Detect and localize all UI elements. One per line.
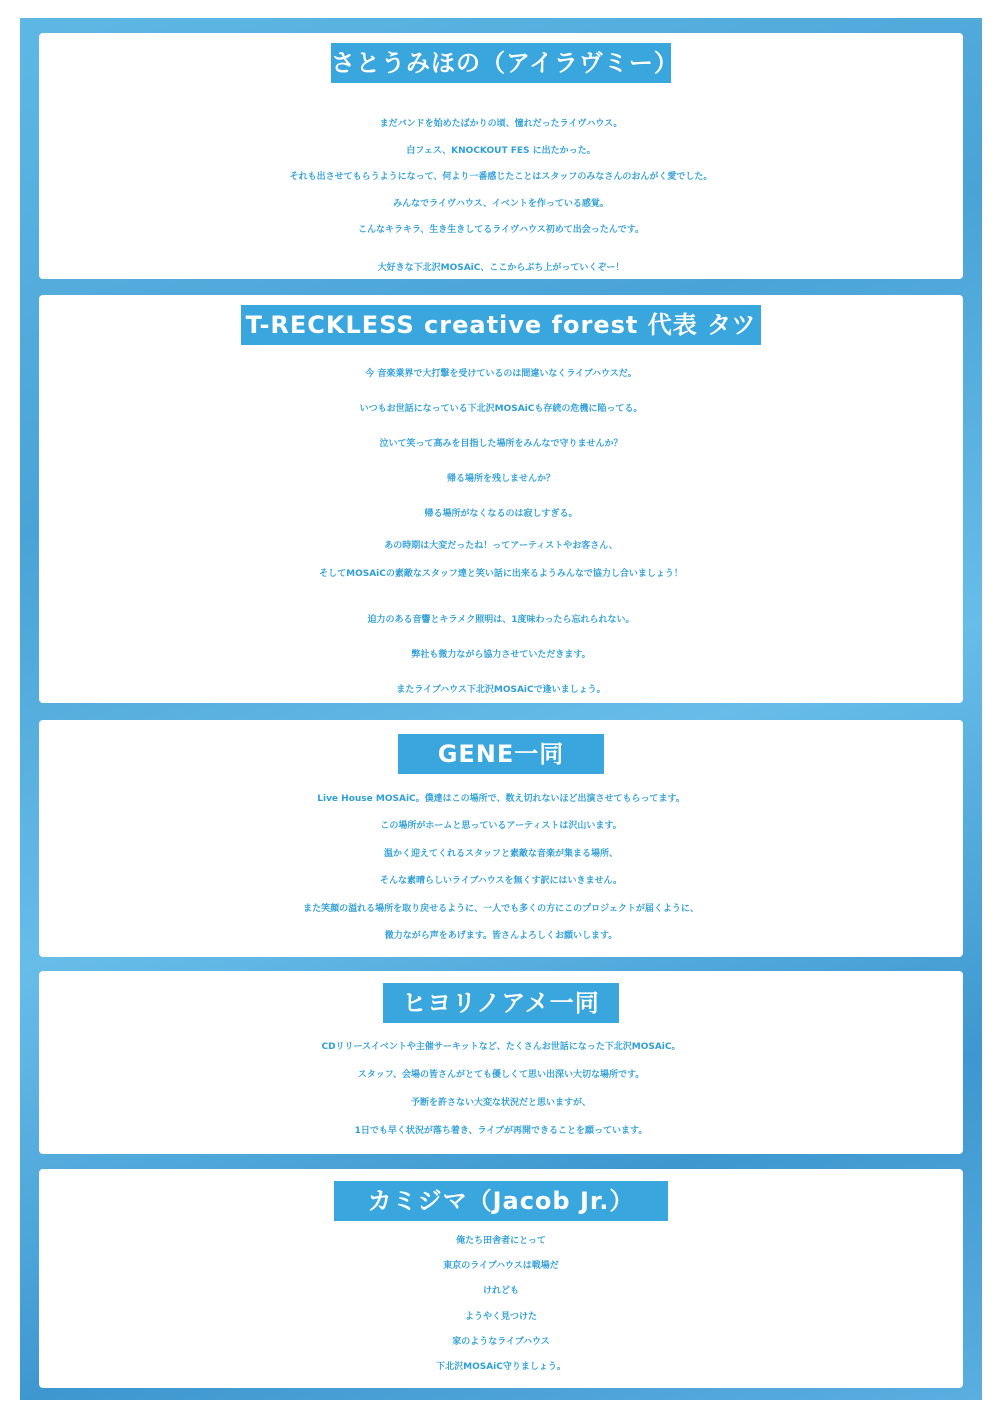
message-card-gene	[39, 720, 963, 957]
card-title: GENE一同	[398, 734, 604, 774]
message-line: 1日でも早く状況が落ち着き、ライブが再開できることを願っています。	[354, 1126, 648, 1136]
message-line: CDリリースイベントや主催サーキットなど、たくさんお世話になった下北沢MOSAiC。	[321, 1042, 681, 1052]
message-line: 俺たち田舎者にとって	[456, 1236, 546, 1246]
message-card-satou-miho	[39, 33, 963, 279]
card-title: さとうみほの（アイラヴミー）	[331, 43, 671, 83]
card-title: ヒヨリノアメ一同	[383, 983, 619, 1023]
message-line: 白フェス、KNOCKOUT FES に出たかった。	[406, 145, 596, 156]
card-title: T-RECKLESS creative forest 代表 タツ	[241, 305, 761, 345]
message-line: いつもお世話になっている下北沢MOSAiCも存続の危機に陥ってる。	[359, 404, 643, 414]
message-line: ようやく見つけた	[464, 1311, 537, 1322]
message-line: 帰る場所がなくなるのは寂しすぎる。	[424, 509, 578, 519]
message-body	[39, 786, 963, 950]
message-line: 東京のライブハウスは戦場だ	[443, 1261, 559, 1272]
message-card-t-reckless	[39, 295, 963, 703]
message-line: 今 音楽業界で大打撃を受けているのは間違いなくライブハウスだ。	[365, 369, 637, 379]
message-line: 弊社も微力ながら協力させていただきます。	[411, 650, 591, 660]
message-line: 迫力のある音響とキラメク照明は、1度味わったら忘れられない。	[367, 615, 635, 625]
message-line: そしてMOSAiCの素敵なスタッフ達と笑い話に出来るようみんなで協力し合いましょう！	[319, 569, 683, 579]
card-title: カミジマ（Jacob Jr.）	[334, 1181, 668, 1221]
message-line: またライブハウス下北沢MOSAiCで逢いましょう。	[396, 685, 606, 695]
message-line: 泣いて笑って高みを目指した場所をみんなで守りませんか？	[379, 439, 623, 449]
message-card-kamijima	[39, 1169, 963, 1388]
message-body	[39, 111, 963, 281]
message-line: けれども	[482, 1286, 519, 1297]
message-line: 下北沢MOSAiC守りましょう。	[436, 1362, 566, 1373]
page-background	[20, 18, 982, 1400]
message-line: そんな素晴らしいライブハウスを無くす訳にはいきません。	[379, 876, 622, 887]
message-line: 予断を許さない大変な状況だと思いますが、	[410, 1098, 591, 1108]
message-body	[39, 1033, 963, 1145]
message-line: こんなキラキラ、生き生きしてるライヴハウス初めて出会ったんです。	[357, 225, 645, 235]
message-line: まだバンドを始めたばかりの頃、憧れだったライヴハウス。	[379, 119, 623, 129]
message-line: あの時期は大変だったね！ってアーティストやお客さん、	[384, 541, 618, 551]
message-line: Live House MOSAiC。僕達はこの場所で、数え切れないほど出演させてもらってます。	[317, 794, 685, 804]
message-line: 家のようなライブハウス	[452, 1336, 550, 1347]
message-line: スタッフ、会場の皆さんがとても優しくて思い出深い大切な場所です。	[357, 1070, 645, 1080]
message-line: 大好きな下北沢MOSAiC、ここからぶち上がっていくぞー！	[377, 262, 625, 273]
message-body	[39, 357, 963, 708]
message-line: 帰る場所を残しませんか？	[446, 474, 555, 484]
message-line: 微力ながら声をあげます。皆さんよろしくお願いします。	[384, 931, 618, 942]
message-line: また笑顔の溢れる場所を取り戻せるように、一人でも多くの方にこのプロジェクトが届くように、	[303, 903, 699, 914]
message-line: この場所がホームと思っているアーティストは沢山います。	[380, 821, 622, 832]
message-card-hiyorinoame	[39, 971, 963, 1154]
message-line: それも出させてもらうようになって、何より一番感じたことはスタッフのみなさんのおんがく愛でした。	[289, 172, 713, 182]
message-body	[39, 1229, 963, 1380]
message-line: みんなでライヴハウス、イベントを作っている感覚。	[393, 198, 609, 209]
message-line: 温かく迎えてくれるスタッフと素敵な音楽が集まる場所、	[383, 848, 618, 859]
